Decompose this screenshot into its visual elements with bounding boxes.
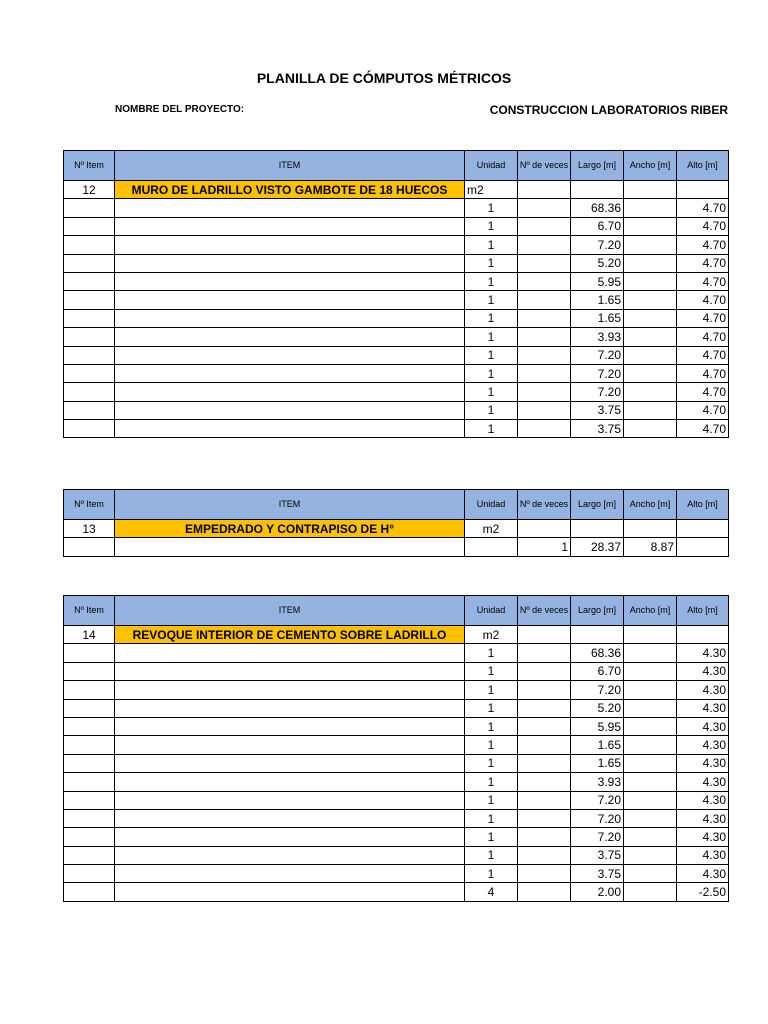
- cell-ancho[interactable]: [624, 681, 677, 699]
- cell-unidad[interactable]: 1: [465, 383, 518, 401]
- row-description-cell[interactable]: [115, 865, 465, 883]
- cell-largo[interactable]: 1.65: [571, 754, 624, 772]
- row-description-cell[interactable]: [115, 773, 465, 791]
- cell-ancho[interactable]: [624, 754, 677, 772]
- cell-largo[interactable]: 1.65: [571, 291, 624, 309]
- row-description-cell[interactable]: [115, 662, 465, 680]
- row-description-cell[interactable]: [115, 828, 465, 846]
- cell-ancho[interactable]: [624, 309, 677, 327]
- cell-veces[interactable]: [518, 272, 571, 290]
- row-number-cell[interactable]: [64, 773, 115, 791]
- header-item: ITEM: [115, 151, 465, 181]
- item-title-row: [64, 181, 729, 199]
- cell-veces[interactable]: [518, 217, 571, 235]
- cell-alto[interactable]: 4.70: [677, 309, 729, 327]
- empty-cell[interactable]: [571, 626, 624, 644]
- cell-veces[interactable]: [518, 883, 571, 901]
- header-row: [64, 490, 729, 520]
- cell-alto[interactable]: 4.30: [677, 828, 729, 846]
- row-description-cell[interactable]: [115, 846, 465, 864]
- header-n-item: Nº Item: [64, 596, 115, 626]
- cell-alto[interactable]: 4.70: [677, 346, 729, 364]
- cell-ancho[interactable]: [624, 846, 677, 864]
- table-row: [64, 809, 729, 827]
- header-unidad: Unidad: [465, 490, 518, 520]
- item-unit[interactable]: m2: [465, 626, 518, 644]
- cell-alto[interactable]: 4.30: [677, 662, 729, 680]
- cell-largo[interactable]: 6.70: [571, 662, 624, 680]
- cell-ancho[interactable]: [624, 699, 677, 717]
- cell-largo[interactable]: 3.75: [571, 401, 624, 419]
- header-largo: Largo [m]: [571, 596, 624, 626]
- cell-ancho[interactable]: [624, 254, 677, 272]
- cell-unidad[interactable]: [465, 538, 518, 556]
- cell-ancho[interactable]: [624, 791, 677, 809]
- cell-alto[interactable]: 4.70: [677, 383, 729, 401]
- cell-unidad[interactable]: 1: [465, 754, 518, 772]
- cell-veces[interactable]: [518, 828, 571, 846]
- cell-veces[interactable]: [518, 364, 571, 382]
- cell-largo[interactable]: 68.36: [571, 199, 624, 217]
- cell-unidad[interactable]: 1: [465, 309, 518, 327]
- table-row: [64, 865, 729, 883]
- cell-alto[interactable]: 4.70: [677, 328, 729, 346]
- row-number-cell[interactable]: [64, 346, 115, 364]
- row-number-cell[interactable]: [64, 199, 115, 217]
- item-unit[interactable]: m2: [465, 520, 518, 538]
- row-number-cell[interactable]: [64, 883, 115, 901]
- cell-ancho[interactable]: [624, 328, 677, 346]
- cell-veces[interactable]: [518, 717, 571, 735]
- table-row: [64, 717, 729, 735]
- table-row: [64, 291, 729, 309]
- section-table-14: [63, 595, 729, 902]
- header-ancho: Ancho [m]: [624, 151, 677, 181]
- cell-ancho[interactable]: [624, 420, 677, 438]
- header-veces: Nº de veces: [518, 490, 571, 520]
- table-row: [64, 736, 729, 754]
- item-number[interactable]: 12: [64, 181, 115, 199]
- row-number-cell[interactable]: [64, 383, 115, 401]
- cell-unidad[interactable]: 1: [465, 828, 518, 846]
- cell-largo[interactable]: 3.75: [571, 865, 624, 883]
- cell-largo[interactable]: 1.65: [571, 736, 624, 754]
- cell-ancho[interactable]: 8.87: [624, 538, 677, 556]
- cell-largo[interactable]: 2.00: [571, 883, 624, 901]
- cell-veces[interactable]: [518, 865, 571, 883]
- cell-unidad[interactable]: 1: [465, 254, 518, 272]
- row-number-cell[interactable]: [64, 754, 115, 772]
- cell-veces[interactable]: [518, 291, 571, 309]
- cell-largo[interactable]: 3.75: [571, 846, 624, 864]
- empty-cell[interactable]: [518, 520, 571, 538]
- cell-alto[interactable]: 4.30: [677, 791, 729, 809]
- cell-largo[interactable]: 6.70: [571, 217, 624, 235]
- cell-largo[interactable]: 3.75: [571, 420, 624, 438]
- row-number-cell[interactable]: [64, 328, 115, 346]
- empty-cell[interactable]: [677, 181, 729, 199]
- empty-cell[interactable]: [571, 520, 624, 538]
- cell-alto[interactable]: 4.30: [677, 865, 729, 883]
- cell-unidad[interactable]: 1: [465, 773, 518, 791]
- cell-unidad[interactable]: 1: [465, 364, 518, 382]
- table-row: [64, 681, 729, 699]
- cell-unidad[interactable]: 1: [465, 644, 518, 662]
- header-unidad: Unidad: [465, 151, 518, 181]
- table-row: [64, 272, 729, 290]
- cell-unidad[interactable]: 1: [465, 236, 518, 254]
- row-number-cell[interactable]: [64, 217, 115, 235]
- cell-unidad[interactable]: 1: [465, 272, 518, 290]
- cell-veces[interactable]: [518, 236, 571, 254]
- cell-ancho[interactable]: [624, 217, 677, 235]
- table-row: [64, 662, 729, 680]
- table-row: [64, 401, 729, 419]
- cell-ancho[interactable]: [624, 346, 677, 364]
- cell-ancho[interactable]: [624, 736, 677, 754]
- cell-unidad[interactable]: 1: [465, 736, 518, 754]
- cell-unidad[interactable]: 1: [465, 328, 518, 346]
- cell-veces[interactable]: 1: [518, 538, 571, 556]
- empty-cell[interactable]: [624, 626, 677, 644]
- empty-cell[interactable]: [571, 181, 624, 199]
- cell-largo[interactable]: 7.20: [571, 809, 624, 827]
- table-row: [64, 883, 729, 901]
- table-row: [64, 199, 729, 217]
- empty-cell[interactable]: [624, 520, 677, 538]
- row-description-cell[interactable]: [115, 791, 465, 809]
- header-largo: Largo [m]: [571, 490, 624, 520]
- table-row: [64, 328, 729, 346]
- table-row: [64, 364, 729, 382]
- item-name[interactable]: MURO DE LADRILLO VISTO GAMBOTE DE 18 HUECOS: [115, 181, 465, 199]
- table-row: [64, 346, 729, 364]
- item-name[interactable]: EMPEDRADO Y CONTRAPISO DE H°: [115, 520, 465, 538]
- empty-cell[interactable]: [677, 520, 729, 538]
- row-number-cell[interactable]: [64, 291, 115, 309]
- cell-ancho[interactable]: [624, 291, 677, 309]
- item-title-row: [64, 626, 729, 644]
- cell-unidad[interactable]: 1: [465, 865, 518, 883]
- empty-cell[interactable]: [518, 181, 571, 199]
- cell-ancho[interactable]: [624, 272, 677, 290]
- header-alto: Alto [m]: [677, 596, 729, 626]
- header-ancho: Ancho [m]: [624, 596, 677, 626]
- table-row: [64, 754, 729, 772]
- cell-veces[interactable]: [518, 662, 571, 680]
- cell-unidad[interactable]: 1: [465, 662, 518, 680]
- header-alto: Alto [m]: [677, 151, 729, 181]
- cell-unidad[interactable]: 1: [465, 809, 518, 827]
- row-number-cell[interactable]: [64, 681, 115, 699]
- item-title-row: [64, 520, 729, 538]
- cell-alto[interactable]: 4.30: [677, 699, 729, 717]
- row-number-cell[interactable]: [64, 420, 115, 438]
- row-number-cell[interactable]: [64, 828, 115, 846]
- header-veces: Nº de veces: [518, 596, 571, 626]
- cell-veces[interactable]: [518, 199, 571, 217]
- cell-alto[interactable]: 4.30: [677, 773, 729, 791]
- cell-veces[interactable]: [518, 773, 571, 791]
- row-number-cell[interactable]: [64, 865, 115, 883]
- cell-ancho[interactable]: [624, 717, 677, 735]
- cell-ancho[interactable]: [624, 383, 677, 401]
- row-number-cell[interactable]: [64, 309, 115, 327]
- header-largo: Largo [m]: [571, 151, 624, 181]
- cell-veces[interactable]: [518, 846, 571, 864]
- row-number-cell[interactable]: [64, 538, 115, 556]
- header-n-item: Nº Item: [64, 490, 115, 520]
- cell-veces[interactable]: [518, 346, 571, 364]
- cell-largo[interactable]: 7.20: [571, 236, 624, 254]
- cell-ancho[interactable]: [624, 828, 677, 846]
- cell-unidad[interactable]: 1: [465, 291, 518, 309]
- row-number-cell[interactable]: [64, 401, 115, 419]
- row-description-cell[interactable]: [115, 401, 465, 419]
- cell-ancho[interactable]: [624, 236, 677, 254]
- table-row: [64, 828, 729, 846]
- cell-largo[interactable]: 7.20: [571, 828, 624, 846]
- row-description-cell[interactable]: [115, 199, 465, 217]
- row-description-cell[interactable]: [115, 420, 465, 438]
- cell-unidad[interactable]: 1: [465, 217, 518, 235]
- cell-ancho[interactable]: [624, 401, 677, 419]
- table-row: [64, 644, 729, 662]
- cell-alto[interactable]: 4.30: [677, 717, 729, 735]
- row-number-cell[interactable]: [64, 809, 115, 827]
- table-row: [64, 420, 729, 438]
- cell-unidad[interactable]: 1: [465, 717, 518, 735]
- cell-veces[interactable]: [518, 791, 571, 809]
- cell-veces[interactable]: [518, 681, 571, 699]
- row-description-cell[interactable]: [115, 217, 465, 235]
- empty-cell[interactable]: [518, 626, 571, 644]
- cell-ancho[interactable]: [624, 773, 677, 791]
- cell-largo[interactable]: 7.20: [571, 364, 624, 382]
- row-number-cell[interactable]: [64, 717, 115, 735]
- row-number-cell[interactable]: [64, 272, 115, 290]
- item-number[interactable]: 14: [64, 626, 115, 644]
- cell-unidad[interactable]: 1: [465, 681, 518, 699]
- row-number-cell[interactable]: [64, 644, 115, 662]
- table-row: [64, 236, 729, 254]
- cell-ancho[interactable]: [624, 364, 677, 382]
- cell-unidad[interactable]: 1: [465, 846, 518, 864]
- row-description-cell[interactable]: [115, 346, 465, 364]
- cell-unidad[interactable]: 1: [465, 791, 518, 809]
- row-description-cell[interactable]: [115, 717, 465, 735]
- page-title: PLANILLA DE CÓMPUTOS MÉTRICOS: [256, 70, 512, 86]
- table-row: [64, 791, 729, 809]
- cell-veces[interactable]: [518, 754, 571, 772]
- item-name[interactable]: REVOQUE INTERIOR DE CEMENTO SOBRE LADRILLO: [115, 626, 465, 644]
- header-alto: Alto [m]: [677, 490, 729, 520]
- row-description-cell[interactable]: [115, 809, 465, 827]
- row-description-cell[interactable]: [115, 272, 465, 290]
- cell-alto[interactable]: -2.50: [677, 883, 729, 901]
- row-description-cell[interactable]: [115, 236, 465, 254]
- table-row: [64, 699, 729, 717]
- table-row: [64, 538, 729, 556]
- cell-veces[interactable]: [518, 420, 571, 438]
- cell-alto[interactable]: 4.70: [677, 364, 729, 382]
- row-description-cell[interactable]: [115, 364, 465, 382]
- table-row: [64, 217, 729, 235]
- cell-alto[interactable]: 4.30: [677, 681, 729, 699]
- cell-alto[interactable]: [677, 538, 729, 556]
- cell-alto[interactable]: 4.70: [677, 199, 729, 217]
- cell-largo[interactable]: 5.95: [571, 272, 624, 290]
- row-description-cell[interactable]: [115, 383, 465, 401]
- cell-largo[interactable]: 1.65: [571, 309, 624, 327]
- item-number[interactable]: 13: [64, 520, 115, 538]
- header-veces: Nº de veces: [518, 151, 571, 181]
- row-description-cell[interactable]: [115, 644, 465, 662]
- header-unidad: Unidad: [465, 596, 518, 626]
- cell-alto[interactable]: 4.70: [677, 217, 729, 235]
- header-item: ITEM: [115, 490, 465, 520]
- cell-alto[interactable]: 4.70: [677, 272, 729, 290]
- cell-ancho[interactable]: [624, 883, 677, 901]
- row-number-cell[interactable]: [64, 791, 115, 809]
- row-description-cell[interactable]: [115, 291, 465, 309]
- cell-largo[interactable]: 5.95: [571, 717, 624, 735]
- cell-alto[interactable]: 4.70: [677, 254, 729, 272]
- cell-largo[interactable]: 68.36: [571, 644, 624, 662]
- cell-unidad[interactable]: 1: [465, 346, 518, 364]
- cell-veces[interactable]: [518, 401, 571, 419]
- row-number-cell[interactable]: [64, 736, 115, 754]
- cell-unidad[interactable]: 1: [465, 199, 518, 217]
- row-description-cell[interactable]: [115, 699, 465, 717]
- cell-largo[interactable]: 7.20: [571, 383, 624, 401]
- cell-alto[interactable]: 4.30: [677, 846, 729, 864]
- cell-unidad[interactable]: 1: [465, 699, 518, 717]
- item-unit[interactable]: m2: [465, 181, 518, 199]
- row-description-cell[interactable]: [115, 736, 465, 754]
- table-row: [64, 254, 729, 272]
- empty-cell[interactable]: [677, 626, 729, 644]
- row-number-cell[interactable]: [64, 699, 115, 717]
- cell-largo[interactable]: 3.93: [571, 328, 624, 346]
- header-item: ITEM: [115, 596, 465, 626]
- project-name-label: NOMBRE DEL PROYECTO:: [115, 104, 245, 115]
- header-n-item: Nº Item: [64, 151, 115, 181]
- cell-veces[interactable]: [518, 309, 571, 327]
- cell-ancho[interactable]: [624, 199, 677, 217]
- row-description-cell[interactable]: [115, 538, 465, 556]
- cell-alto[interactable]: 4.30: [677, 736, 729, 754]
- cell-largo[interactable]: 7.20: [571, 681, 624, 699]
- section-table-13: [63, 489, 729, 557]
- row-number-cell[interactable]: [64, 254, 115, 272]
- cell-largo[interactable]: 5.20: [571, 699, 624, 717]
- section-table-12: [63, 150, 729, 438]
- cell-ancho[interactable]: [624, 865, 677, 883]
- cell-alto[interactable]: 4.30: [677, 754, 729, 772]
- row-number-cell[interactable]: [64, 846, 115, 864]
- cell-veces[interactable]: [518, 644, 571, 662]
- cell-ancho[interactable]: [624, 662, 677, 680]
- row-description-cell[interactable]: [115, 254, 465, 272]
- row-number-cell[interactable]: [64, 662, 115, 680]
- cell-largo[interactable]: 28.37: [571, 538, 624, 556]
- cell-largo[interactable]: 7.20: [571, 791, 624, 809]
- cell-alto[interactable]: 4.30: [677, 644, 729, 662]
- cell-veces[interactable]: [518, 328, 571, 346]
- empty-cell[interactable]: [624, 181, 677, 199]
- row-description-cell[interactable]: [115, 883, 465, 901]
- header-row: [64, 596, 729, 626]
- header-row: [64, 151, 729, 181]
- cell-largo[interactable]: 7.20: [571, 346, 624, 364]
- cell-veces[interactable]: [518, 736, 571, 754]
- cell-alto[interactable]: 4.70: [677, 236, 729, 254]
- project-name-value: CONSTRUCCION LABORATORIOS RIBER: [489, 103, 728, 117]
- cell-largo[interactable]: 5.20: [571, 254, 624, 272]
- table-row: [64, 383, 729, 401]
- table-row: [64, 773, 729, 791]
- row-number-cell[interactable]: [64, 236, 115, 254]
- cell-ancho[interactable]: [624, 809, 677, 827]
- cell-veces[interactable]: [518, 809, 571, 827]
- cell-alto[interactable]: 4.70: [677, 420, 729, 438]
- cell-ancho[interactable]: [624, 644, 677, 662]
- cell-unidad[interactable]: 4: [465, 883, 518, 901]
- table-row: [64, 846, 729, 864]
- cell-veces[interactable]: [518, 383, 571, 401]
- table-row: [64, 309, 729, 327]
- cell-unidad[interactable]: 1: [465, 420, 518, 438]
- cell-veces[interactable]: [518, 254, 571, 272]
- cell-unidad[interactable]: 1: [465, 401, 518, 419]
- row-number-cell[interactable]: [64, 364, 115, 382]
- row-description-cell[interactable]: [115, 309, 465, 327]
- header-ancho: Ancho [m]: [624, 490, 677, 520]
- row-description-cell[interactable]: [115, 328, 465, 346]
- row-description-cell[interactable]: [115, 754, 465, 772]
- cell-largo[interactable]: 3.93: [571, 773, 624, 791]
- cell-alto[interactable]: 4.70: [677, 291, 729, 309]
- cell-alto[interactable]: 4.30: [677, 809, 729, 827]
- row-description-cell[interactable]: [115, 681, 465, 699]
- cell-veces[interactable]: [518, 699, 571, 717]
- cell-alto[interactable]: 4.70: [677, 401, 729, 419]
